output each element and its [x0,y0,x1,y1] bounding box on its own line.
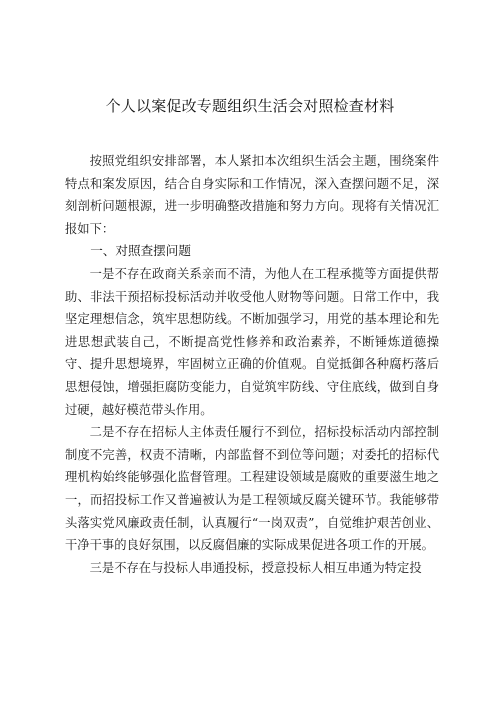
body-paragraph-1: 一是不存在政商关系亲而不清，为他人在工程承揽等方面提供帮助、非法干预招标投标活动并收受他人财物等问题。日常工作中，我坚定理想信念，筑牢思想防线。不断加强学习，用党的基本理论和先进思想武装自己，不断提高党性修养和政治素养，不断锤炼道德操守、提升思想境界，牢固树立正确的价值观。自觉抵御各种腐朽落后思想侵蚀，增强拒腐防变能力，自觉筑牢防线、守住底线，做到自身过硬，越好模范带头作用。 [65,266,439,417]
body-paragraph-2: 二是不存在招标人主体责任履行不到位，招标投标活动内部控制制度不完善，权责不清晰，内部监督不到位等问题；对委托的招标代理机构始终能够强化监督管理。工程建设领域是腐败的重要滋生地之一，而招投标工作又普遍被认为是工程领域反腐关键环节。我能够带头落实党风廉政责任制，认真履行“一岗双责”，自觉维护艰苦创业、干净干事的良好氛围，以反腐倡廉的实际成果促进各项工作的开展。 [65,425,439,553]
intro-paragraph: 按照党组织安排部署，本人紧扣本次组织生活会主题，围绕案件特点和案发原因，结合自身实际和工作情况，深入查摆问题不足，深刻剖析问题根源，进一步明确整改措施和努力方向。现将有关情况汇报如下： [65,154,439,236]
document-title: 个人以案促改专题组织生活会对照检查材料 [105,97,395,115]
section-heading: 一、对照查摆问题 [90,243,191,259]
document-body [65,150,439,579]
body-paragraph-3: 三是不存在与投标人串通投标，授意投标人相互串通为特定投 [89,560,422,575]
